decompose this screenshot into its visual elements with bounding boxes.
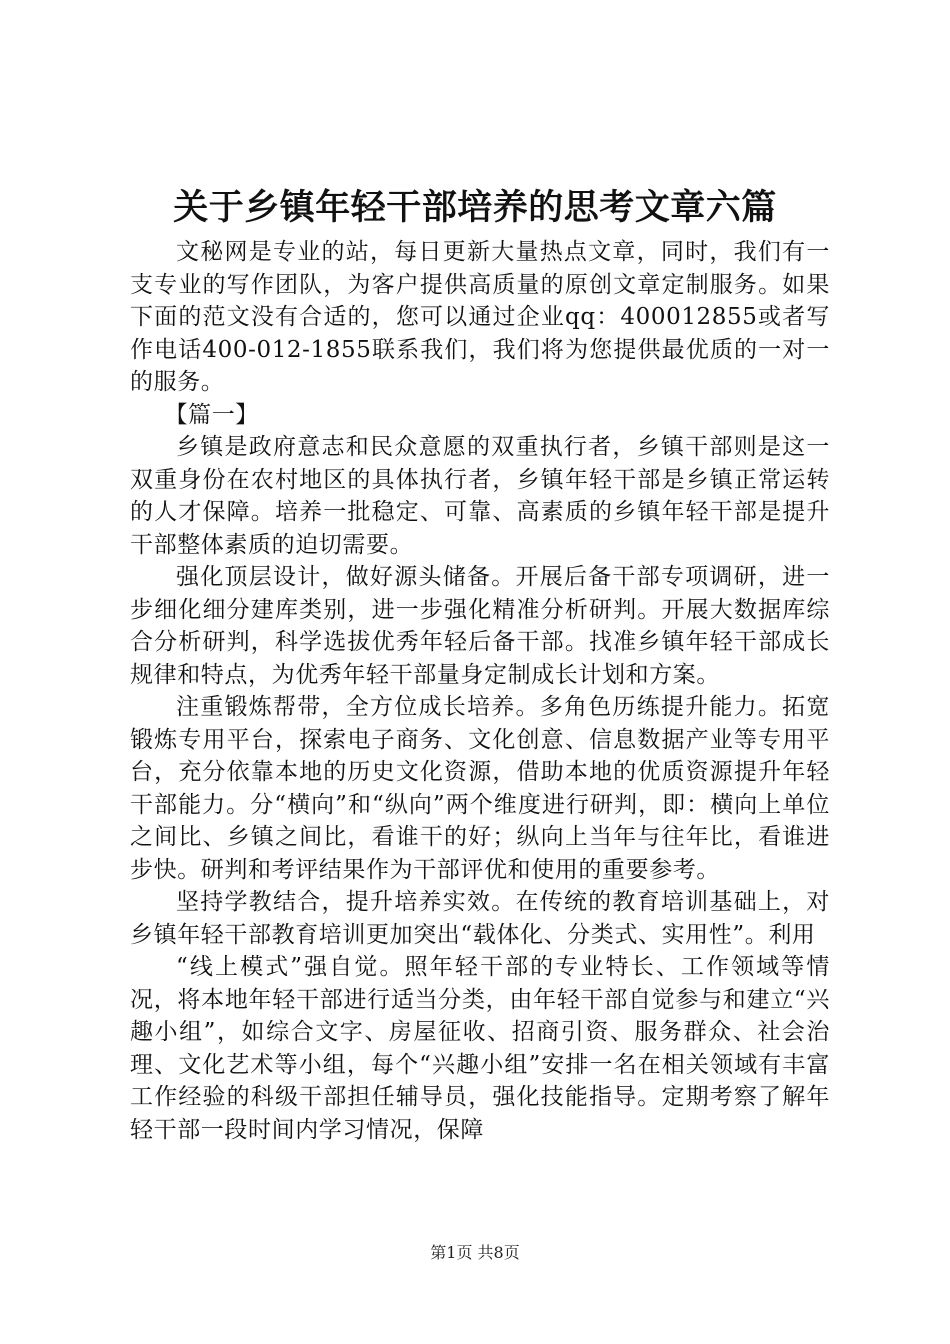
- body-paragraph: 注重锻炼帮带，全方位成长培养。多角色历练提升能力。拓宽锻炼专用平台，探索电子商务、文化创意、信息数据产业等专用平台，充分依靠本地的历史文化资源，借助本地的优质资源提升年轻干部能力。分“横向”和“纵向”两个维度进行研判，即：横向上单位之间比、乡镇之间比，看谁干的好；纵向上当年与往年比，看谁进步快。研判和考评结果作为干部评优和使用的重要参考。: [130, 694, 830, 883]
- body-paragraph: “线上模式”强自觉。照年轻干部的专业特长、工作领域等情况，将本地年轻干部进行适当分类，由年轻干部自觉参与和建立“兴趣小组”，如综合文字、房屋征收、招商引资、服务群众、社会治理、文化艺术等小组，每个“兴趣小组”安排一名在相关领域有丰富工作经验的科级干部担任辅导员，强化技能指导。定期考察了解年轻干部一段时间内学习情况，保障: [130, 954, 830, 1143]
- page-number-footer: 第1页 共8页: [430, 1243, 520, 1262]
- body-paragraph: 强化顶层设计，做好源头储备。开展后备干部专项调研，进一步细化细分建库类别，进一步强化精准分析研判。开展大数据库综合分析研判，科学选拔优秀年轻后备干部。找准乡镇年轻干部成长规律和特点，为优秀年轻干部量身定制成长计划和方案。: [130, 564, 830, 688]
- body-paragraph: 乡镇是政府意志和民众意愿的双重执行者，乡镇干部则是这一双重身份在农村地区的具体执行者，乡镇年轻干部是乡镇正常运转的人才保障。培养一批稳定、可靠、高素质的乡镇年轻干部是提升干部整体素质的迫切需要。: [130, 434, 830, 558]
- intro-paragraph: 文秘网是专业的站，每日更新大量热点文章，同时，我们有一支专业的写作团队，为客户提供高质量的原创文章定制服务。如果下面的范文没有合适的，您可以通过企业qq：400012855或者写作电话400-012-1855联系我们，我们将为您提供最优质的一对一的服务。: [130, 239, 830, 395]
- section-heading: 【篇一】: [164, 401, 259, 428]
- body-paragraph: 坚持学教结合，提升培养实效。在传统的教育培训基础上，对乡镇年轻干部教育培训更加突出“载体化、分类式、实用性”。利用: [130, 889, 830, 948]
- document-title: 关于乡镇年轻干部培养的思考文章六篇: [173, 188, 777, 228]
- document-body: [130, 236, 830, 1146]
